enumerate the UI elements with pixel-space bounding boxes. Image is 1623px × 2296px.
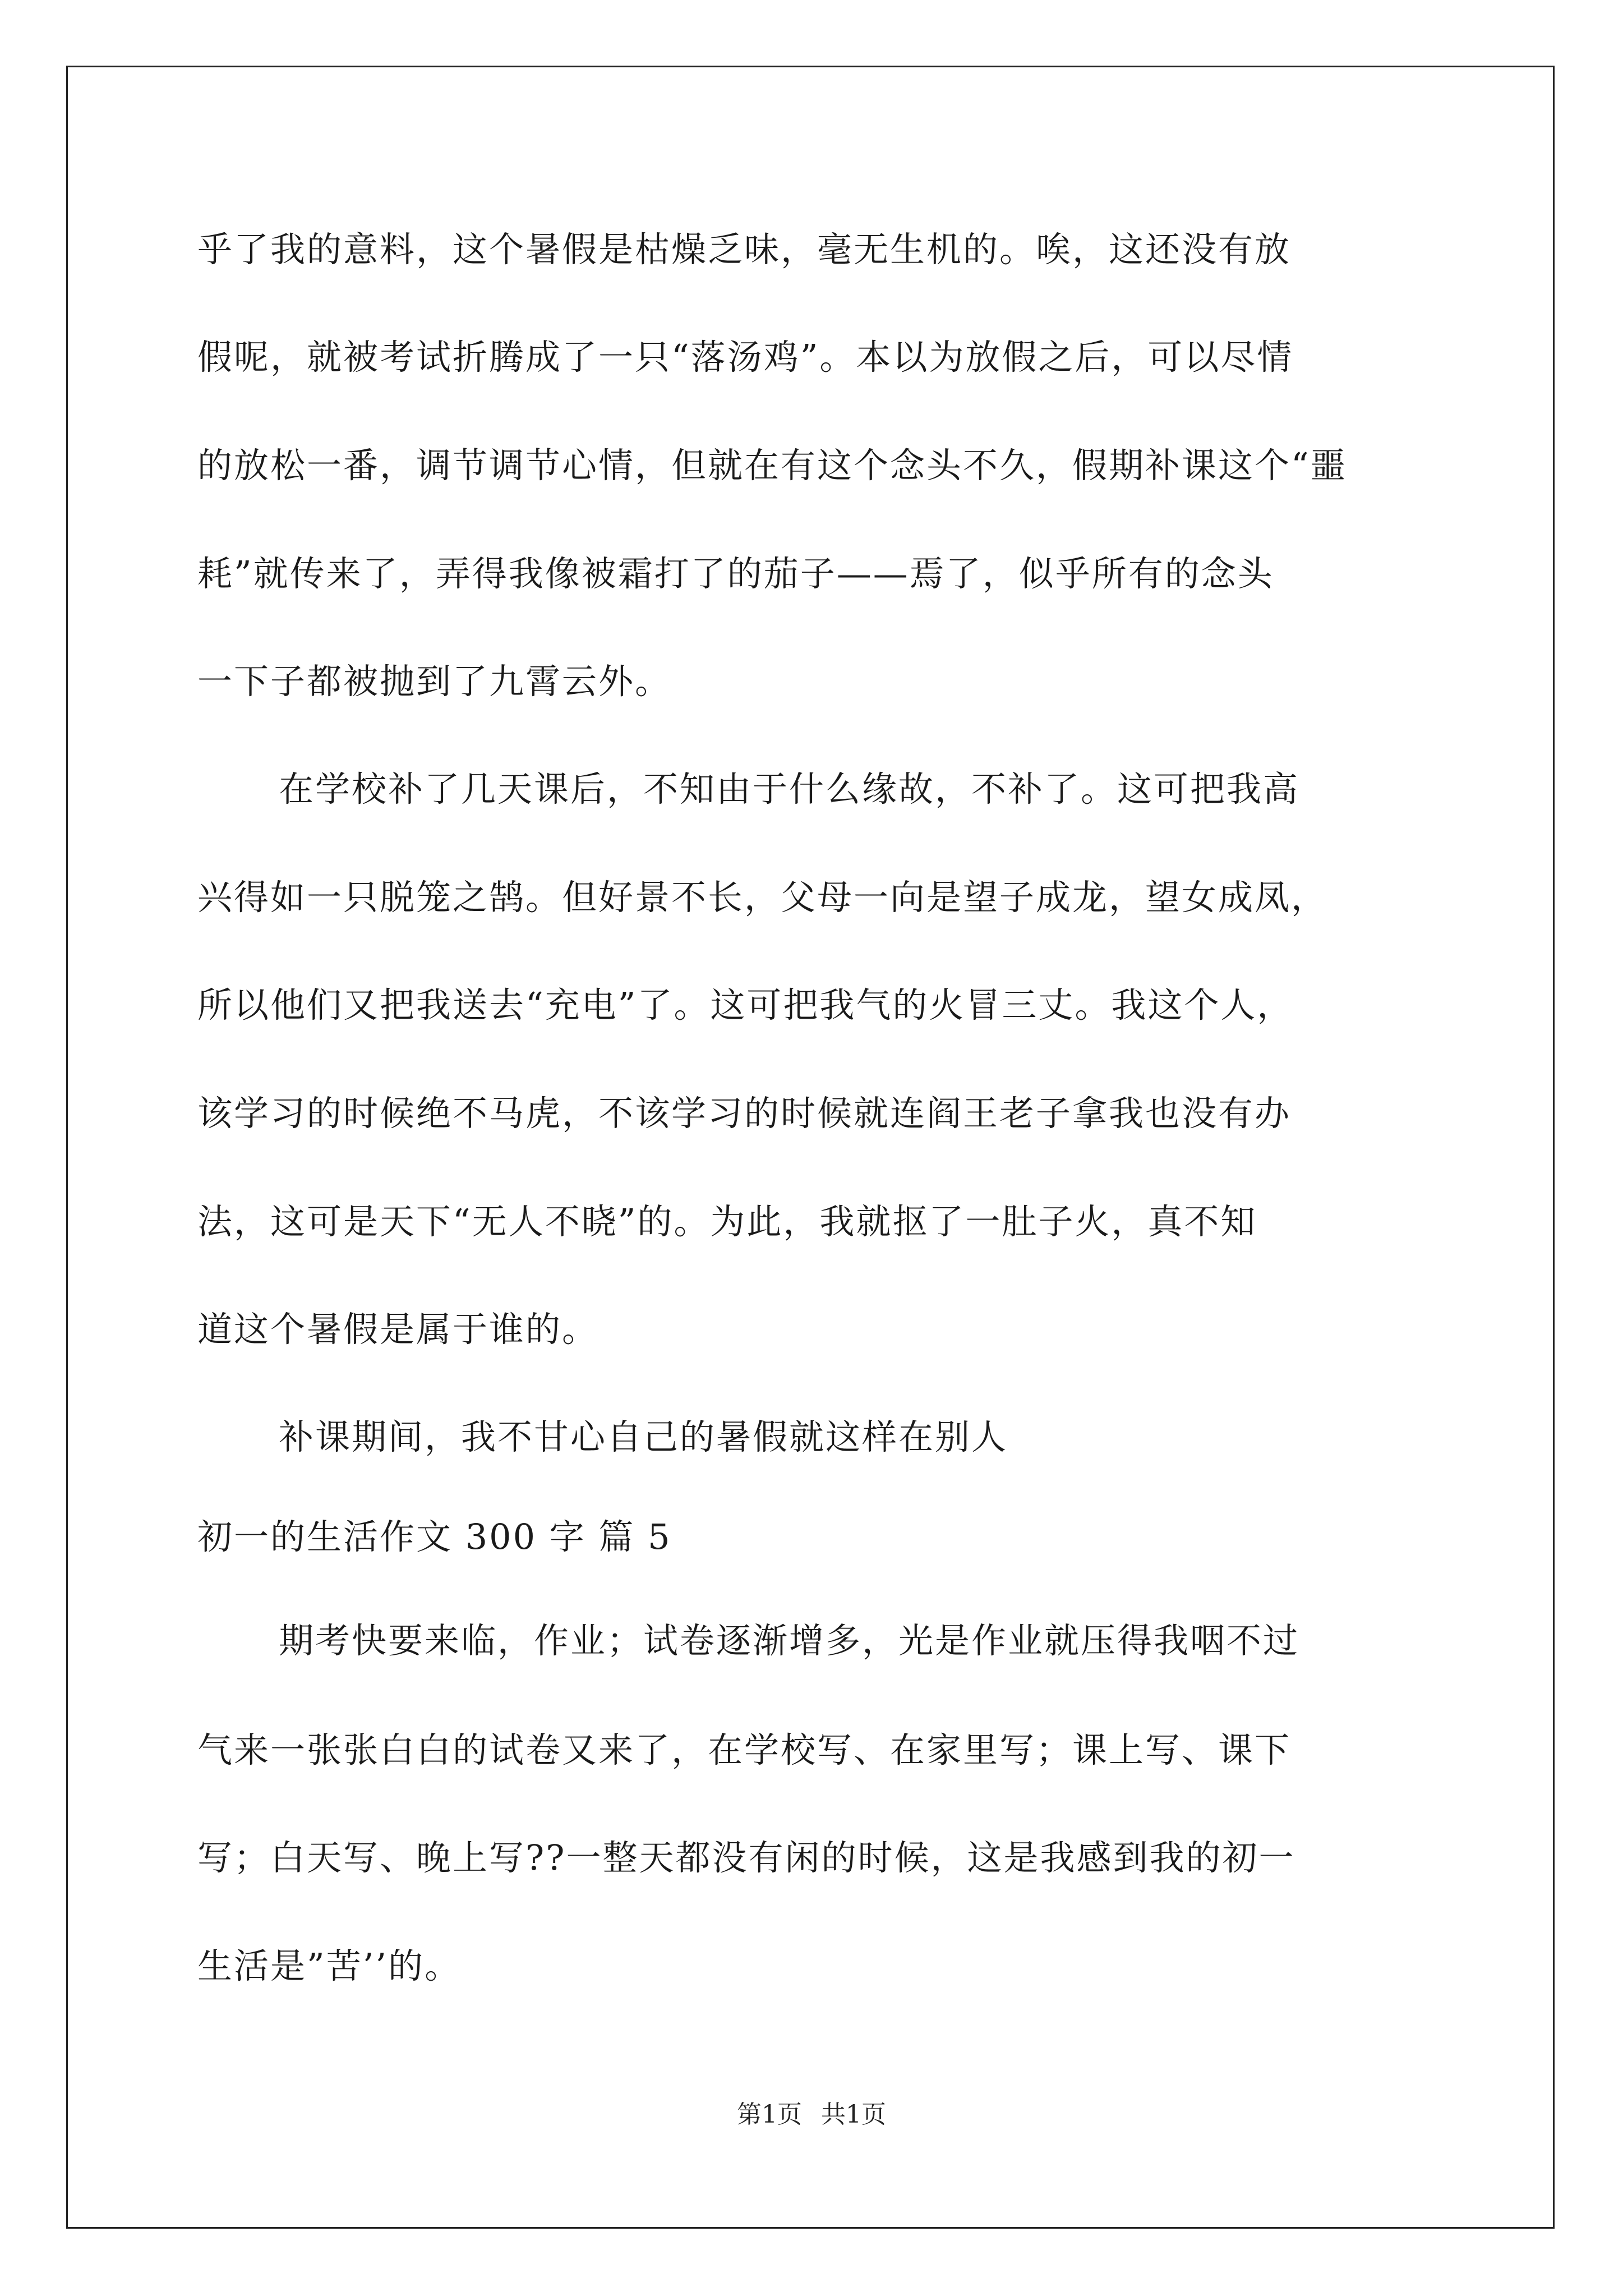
paragraph-line: 所以他们又把我送去“充电”了。这可把我气的火冒三丈。我这个人，: [197, 984, 1294, 1025]
page-number: 第1页: [737, 2100, 802, 2129]
paragraph-line: 法，这可是天下“无人不晓”的。为此，我就抠了一肚子火，真不知: [197, 1201, 1257, 1242]
paragraph-line: 写；白天写、晚上写??一整天都没有闲的时候，这是我感到我的初一: [197, 1837, 1295, 1878]
section-heading: 初一的生活作文 300 字 篇 5: [197, 1516, 672, 1557]
paragraph-line: 生活是”苦’’的。: [197, 1945, 462, 1986]
paragraph-line: 该学习的时候绝不马虎，不该学习的时候就连阎王老子拿我也没有办: [197, 1093, 1292, 1134]
paragraph-line: 补课期间，我不甘心自己的暑假就这样在别人: [279, 1416, 1008, 1457]
paragraph-line: 期考快要来临，作业；试卷逐渐增多，光是作业就压得我咽不过: [279, 1620, 1300, 1661]
paragraph-line: 一下子都被抛到了九霄云外。: [197, 661, 672, 702]
paragraph-line: 在学校补了几天课后，不知由于什么缘故，不补了。这可把我高: [279, 769, 1300, 809]
page-border: [66, 66, 1555, 2229]
paragraph-line: 气来一张张白白的试卷又来了，在学校写、在家里写；课上写、课下: [197, 1729, 1292, 1770]
paragraph-line: 的放松一番，调节调节心情，但就在有这个念头不久，假期补课这个“噩: [197, 445, 1347, 486]
paragraph-line: 耗”就传来了，弄得我像被霜打了的茄子——焉了，似乎所有的念头: [197, 553, 1274, 594]
page-total: 共1页: [821, 2100, 886, 2129]
page-footer: [0, 2098, 1623, 2132]
paragraph-line: 乎了我的意料，这个暑假是枯燥乏味，毫无生机的。唉，这还没有放: [197, 229, 1292, 270]
paragraph-line: 兴得如一只脱笼之鹄。但好景不长，父母一向是望子成龙，望女成凤，: [197, 877, 1328, 918]
paragraph-line: 道这个暑假是属于谁的。: [197, 1309, 599, 1350]
paragraph-line: 假呢，就被考试折腾成了一只“落汤鸡”。本以为放假之后，可以尽情: [197, 337, 1294, 378]
